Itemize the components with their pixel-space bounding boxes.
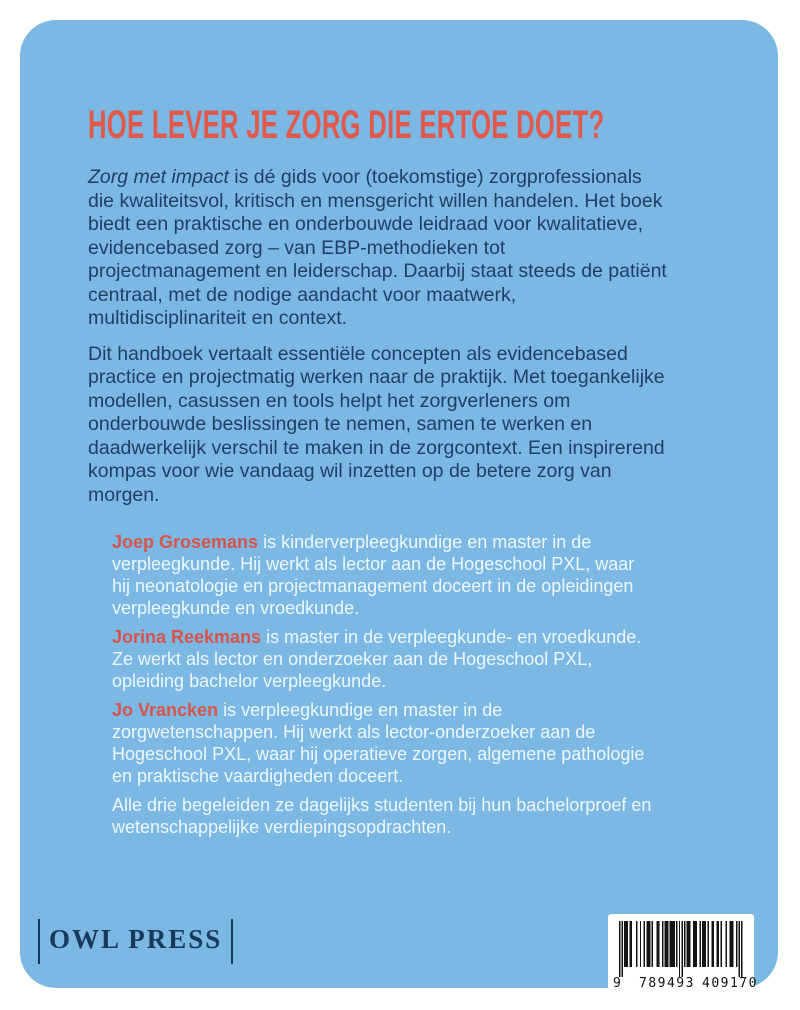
isbn-lead-digit: 9 [613,976,621,991]
isbn-group-1: 789493 [639,976,695,991]
isbn-digits [608,975,758,991]
author-bio-3 [112,699,652,787]
intro-paragraph-1 [88,166,668,331]
intro-section [88,166,668,519]
author-name-1: Joep Grosemans [112,532,259,552]
barcode-bars-icon [619,921,743,977]
intro-paragraph-2: Dit handboek vertaalt essentiële concepten als evidencebased practice en projectmatig werken naar de praktijk. Met toegankelijke modellen, casussen en tools helpt het zorgverleners om onderbouwde beslissingen te nemen, samen te werken en daadwerkelijk verschil te maken in de zorgcontext. Een inspirerend kompas voor wie vandaag wil inzetten op de betere zorg van morgen. [88,342,665,506]
author-bio-2-text: is master in de verpleegkunde- en vroedkunde. Ze werkt als lector en onderzoeker aan de Hogeschool PXL, opleiding bachelor verpleegkunde. [112,627,642,691]
author-bio-1-text: is kinderverpleegkundige en master in de verpleegkunde. Hij werkt als lector aan de Hogeschool PXL, waar hij neonatologie en projectmanagement doceert in de opleidingen verpleegkunde en vroedkunde. [112,532,635,618]
intro-paragraph-1-text: is dé gids voor (toekomstige) zorgprofessionals die kwaliteitsvol, kritisch en mensgericht willen handelen. Het boek biedt een praktische en onderbouwde leidraad voor kwalitatieve, evidencebased zorg – van EBP-methodieken tot projectmanagement en leiderschap. Daarbij staat steeds de patiënt centraal, met de nodige aandacht voor maatwerk, multidisciplinariteit en context. [88,166,667,329]
author-bio-2 [112,626,652,692]
publisher-logo [38,919,233,964]
authors-section [112,531,652,845]
author-name-2: Jorina Reekmans [112,627,262,647]
author-bio-1 [112,531,652,619]
authors-note: Alle drie begeleiden ze dagelijks studenten bij hun bachelorproef en wetenschappelijke verdiepingsopdrachten. [112,795,652,837]
book-title-italic: Zorg met impact [88,166,229,188]
book-back-cover [20,20,778,991]
isbn-group-2: 409170 [702,976,758,991]
publisher-logo-text: OWL PRESS [49,924,223,954]
cover-title: HOE LEVER JE ZORG DIE ERTOE DOET? [88,103,605,147]
author-bio-3-text: is verpleegkundige en master in de zorgwetenschappen. Hij werkt als lector-onderzoeker aan de Hogeschool PXL, waar hij operatieve zorgen, algemene pathologie en praktische vaardigheden doceert. [112,700,645,786]
isbn-barcode [608,914,758,994]
author-name-3: Jo Vrancken [112,700,219,720]
